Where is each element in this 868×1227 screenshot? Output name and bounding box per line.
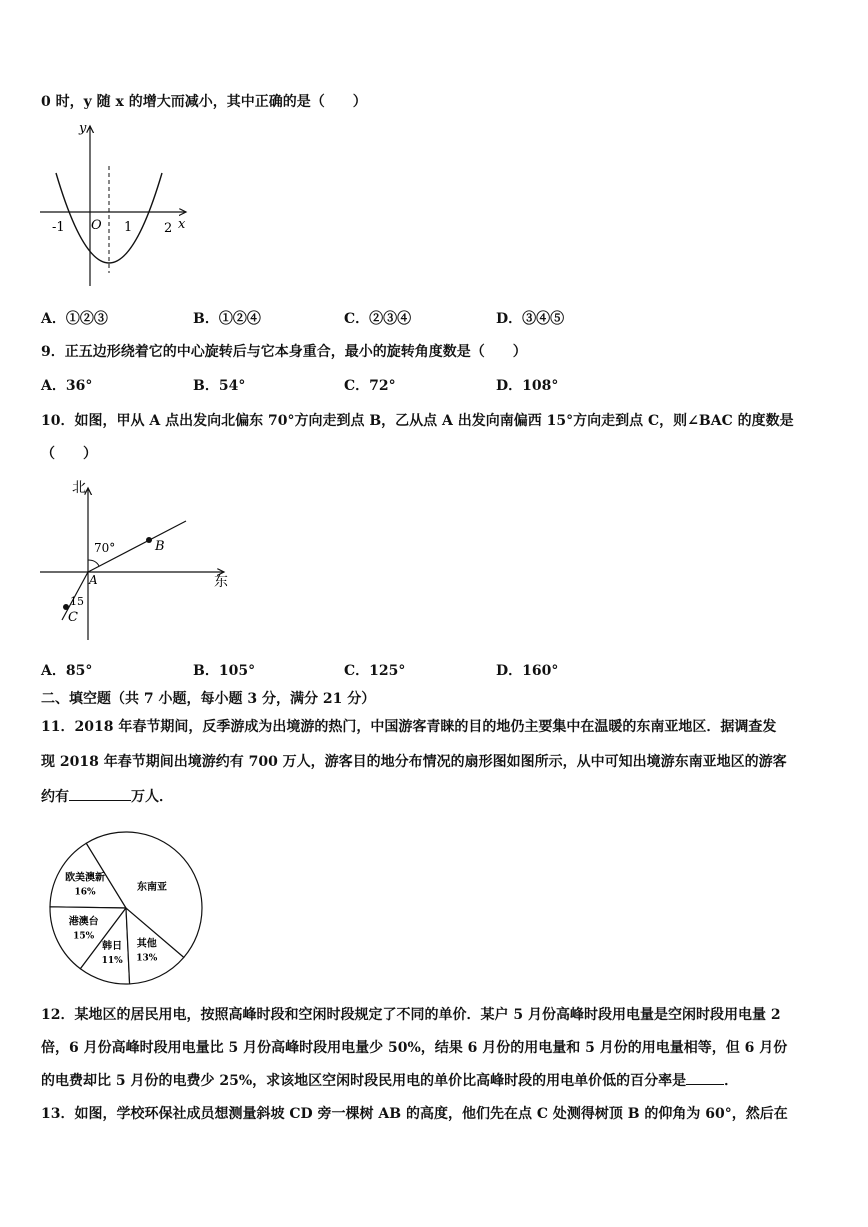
north-label: 北 — [72, 480, 86, 496]
pie-slice-percent: 13% — [136, 953, 158, 964]
q10-option-b: B．105° — [193, 663, 256, 679]
q9-option-a: A．36° — [41, 378, 93, 394]
pie-slice-label: 其他 — [136, 938, 157, 950]
q8-stem-tail: 0 时，y 随 x 的增大而减小，其中正确的是（ ） — [41, 94, 367, 110]
pie-slice-label: 东南亚 — [137, 881, 168, 893]
q9-option-b: B．54° — [193, 378, 246, 394]
q8-option-a: A．①②③ — [41, 311, 108, 327]
label-c: C — [68, 610, 78, 625]
y-label: y — [79, 121, 87, 136]
label-b: B — [155, 539, 165, 554]
q10-stem-line1: 10．如图，甲从 A 点出发向北偏东 70°方向走到点 B，乙从点 A 出发向南偏西 15°方向走到点 C，则∠BAC 的度数是 — [41, 413, 794, 429]
pie-slice-label: 港澳台 — [68, 916, 99, 928]
q12-line1: 12．某地区的居民用电，按照高峰时段和空闲时段规定了不同的单价．某户 5 月份高峰时段用电量是空闲时段用电量 2 — [41, 1007, 781, 1023]
q10-option-c: C．125° — [344, 663, 406, 679]
q8-option-c: C．②③④ — [344, 311, 412, 327]
q8-parabola-graph — [38, 118, 198, 288]
q12-line3 — [41, 1070, 738, 1090]
pie-slice-label: 韩日 — [102, 941, 123, 953]
q11-pie-chart — [46, 828, 208, 988]
q11-line3-post: 万人． — [131, 789, 173, 805]
tick-minus1: -1 — [52, 220, 65, 235]
angle-15-label: 15 — [70, 595, 84, 608]
q11-line3 — [41, 786, 173, 806]
q12-answer-blank[interactable] — [686, 1070, 724, 1085]
point-b — [146, 537, 152, 543]
q11-line1: 11．2018 年春节期间，反季游成为出境游的热门，中国游客青睐的目的地仍主要集中在温暖的东南亚地区．据调查发 — [41, 719, 777, 735]
tick-1: 1 — [124, 220, 133, 235]
label-a: A — [89, 573, 98, 587]
q12-line2: 倍，6 月份高峰时段用电量比 5 月份高峰时段用电量少 50%，结果 6 月份的用电量和 5 月份的用电量相等，但 6 月份 — [41, 1040, 788, 1056]
angle-70-label: 70° — [94, 541, 116, 555]
section2-heading: 二、填空题（共 7 小题，每小题 3 分，满分 21 分） — [41, 691, 376, 707]
pie-slice-percent: 16% — [74, 887, 96, 898]
pie-slice-percent: 11% — [101, 956, 123, 967]
q9-option-c: C．72° — [344, 378, 396, 394]
x-label: x — [178, 217, 186, 232]
q12-line3-post: ． — [724, 1073, 739, 1089]
q10-option-a: A．85° — [41, 663, 93, 679]
q11-answer-blank[interactable] — [69, 786, 131, 801]
tick-2: 2 — [164, 221, 173, 236]
q10-direction-figure — [38, 474, 238, 644]
q10-option-d: D．160° — [496, 663, 559, 679]
q10-stem-line2: （ ） — [41, 446, 97, 462]
q9-option-d: D．108° — [496, 378, 559, 394]
east-label: 东 — [214, 574, 228, 590]
q13-line1: 13．如图，学校环保社成员想测量斜坡 CD 旁一棵树 AB 的高度，他们先在点 C 处测得树顶 B 的仰角为 60°，然后在 — [41, 1106, 788, 1122]
q12-line3-pre: 的电费却比 5 月份的电费少 25%，求该地区空闲时段民用电的单价比高峰时段的用电单价低的百分率是 — [41, 1073, 687, 1089]
pie-slice-percent: 15% — [73, 931, 95, 942]
pie-slice-label: 欧美澳新 — [65, 872, 106, 884]
q11-line3-pre: 约有 — [41, 789, 69, 805]
q11-line2: 现 2018 年春节期间出境游约有 700 万人，游客目的地分布情况的扇形图如图所示，从中可知出境游东南亚地区的游客 — [41, 754, 787, 770]
q8-option-b: B．①②④ — [193, 311, 261, 327]
q8-option-d: D．③④⑤ — [496, 311, 565, 327]
angle-70-arc — [88, 560, 99, 566]
origin-label: O — [91, 218, 102, 233]
q9-stem: 9．正五边形绕着它的中心旋转后与它本身重合，最小的旋转角度数是（ ） — [41, 344, 527, 360]
